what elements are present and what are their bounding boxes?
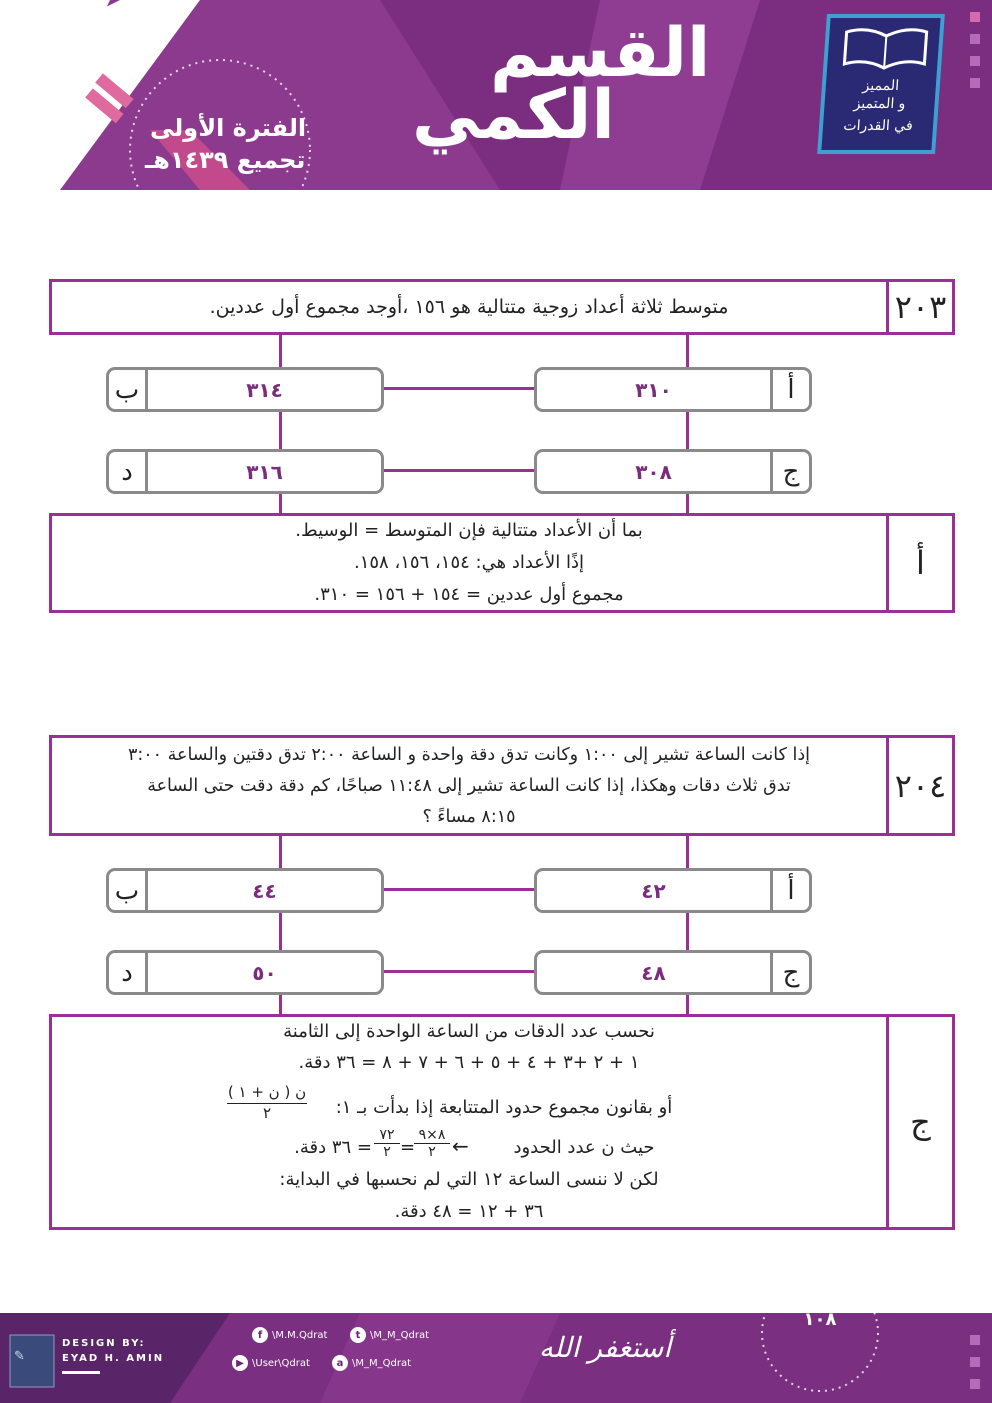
logo-line2: في القدرات <box>842 118 914 134</box>
option-value: ٣١٦ <box>246 459 283 484</box>
option-value: ٤٤ <box>252 878 277 903</box>
formula-denominator: ٢ <box>428 1144 436 1160</box>
solution-line: حيث ن عدد الحدود <box>513 1137 655 1158</box>
question-text-line: تدق ثلاث دقات وهكذا، إذا كانت الساعة تشير إلى ١١:٤٨ صباحًا، كم دقة دقت حتى الساعة <box>147 776 791 796</box>
question-text: متوسط ثلاثة أعداد زوجية متتالية هو ١٥٦ ،أوجد مجموع أول عددين. <box>209 296 729 318</box>
option-a[interactable] <box>534 367 812 412</box>
solution-line: لكن لا ننسى الساعة ١٢ التي لم نحسبها في البداية: <box>279 1169 659 1190</box>
solution-line: ١ + ٢ +٣ + ٤ + ٥ + ٦ + ٧ + ٨ = ٣٦ دقة. <box>298 1052 640 1073</box>
solution-line: = ٣٦ دقة. <box>294 1137 372 1158</box>
solution-box <box>49 513 889 613</box>
connector-line <box>383 387 534 390</box>
youtube-handle: \User\Qdrat <box>252 1357 310 1369</box>
option-value: ٤٨ <box>641 960 666 985</box>
connector-line <box>383 888 534 891</box>
solution-line: بما أن الأعداد متتالية فإن المتوسط = الوسيط. <box>295 520 643 541</box>
header-title-line2: الكمي <box>412 76 615 155</box>
ask-icon: a <box>332 1355 348 1371</box>
question-number: ٢٠٣ <box>886 279 955 335</box>
answer-letter: ج <box>886 1014 955 1230</box>
page-footer <box>0 1313 992 1403</box>
option-b[interactable] <box>106 868 384 913</box>
formula-fraction <box>414 1127 450 1160</box>
option-letter: د <box>109 953 148 992</box>
design-by-label: DESIGN BY: <box>62 1338 146 1349</box>
twitter-link[interactable] <box>350 1327 429 1343</box>
option-d[interactable] <box>106 950 384 995</box>
formula-fraction <box>227 1083 307 1122</box>
formula-numerator: ٨×٩ <box>414 1127 450 1144</box>
ask-handle: \M_M_Qdrat <box>352 1357 412 1369</box>
youtube-link[interactable] <box>232 1355 310 1371</box>
option-value: ٤٢ <box>641 878 666 903</box>
question-text-box <box>49 279 889 335</box>
header-collection: تجميع ١٤٣٩هـ <box>145 146 306 174</box>
equals-sign: = <box>400 1137 416 1158</box>
option-value: ٣١٠ <box>635 377 672 402</box>
designer-logo-icon: ✎ <box>14 1349 25 1364</box>
option-letter: ج <box>770 953 809 992</box>
option-letter: د <box>109 452 148 491</box>
formula-denominator: ٢ <box>383 1144 391 1160</box>
youtube-icon: ▶ <box>232 1355 248 1371</box>
book-icon <box>839 24 932 74</box>
answer-letter: أ <box>886 513 955 613</box>
designer-name: EYAD H. AMIN <box>62 1353 165 1364</box>
option-letter: ب <box>109 871 148 910</box>
option-letter: ج <box>770 452 809 491</box>
option-c[interactable] <box>534 449 812 494</box>
option-c[interactable] <box>534 950 812 995</box>
solution-line: ٣٦ + ١٢ = ٤٨ دقة. <box>394 1201 544 1222</box>
question-text-line: إذا كانت الساعة تشير إلى ١:٠٠ وكانت تدق دقة واحدة و الساعة ٢:٠٠ تدق دقتين والساعة ٣:٠٠ <box>127 745 811 765</box>
question-text-box <box>49 735 889 836</box>
connector-line <box>383 970 534 973</box>
ask-link[interactable] <box>332 1355 411 1371</box>
facebook-link[interactable] <box>252 1327 327 1343</box>
facebook-handle: \M.M.Qdrat <box>272 1329 328 1341</box>
formula-fraction <box>374 1127 400 1160</box>
logo <box>817 14 945 154</box>
option-value: ٥٠ <box>252 960 277 985</box>
option-b[interactable] <box>106 367 384 412</box>
twitter-icon: t <box>350 1327 366 1343</box>
formula-numerator: ن ( ن + ١ ) <box>227 1083 307 1104</box>
question-text-line: ٨:١٥ مساءً ؟ <box>422 807 516 827</box>
header-title-line1: القسم <box>490 14 711 93</box>
formula-denominator: ٢ <box>262 1104 272 1122</box>
question-number: ٢٠٤ <box>886 735 955 836</box>
logo-line1: المميز <box>862 78 900 94</box>
connector-line <box>383 469 534 472</box>
solution-line: مجموع أول عددين = ١٥٤ + ١٥٦ = ٣١٠. <box>314 584 624 605</box>
facebook-icon: f <box>252 1327 268 1343</box>
solution-line: أو بقانون مجموع حدود المتتابعة إذا بدأت بـ ١: <box>335 1097 673 1118</box>
option-a[interactable] <box>534 868 812 913</box>
option-value: ٣١٤ <box>246 377 283 402</box>
option-letter: أ <box>770 871 809 910</box>
option-letter: أ <box>770 370 809 409</box>
designer-underline <box>62 1371 100 1374</box>
solution-line: نحسب عدد الدقات من الساعة الواحدة إلى الثامنة <box>283 1021 655 1042</box>
solution-line: إذًا الأعداد هي: ١٥٤، ١٥٦، ١٥٨. <box>353 552 585 573</box>
twitter-handle: \M_M_Qdrat <box>370 1329 430 1341</box>
formula-numerator: ٧٢ <box>374 1127 400 1144</box>
calligraphy: أستغفر الله <box>538 1331 672 1364</box>
logo-line3: و المتميز <box>853 96 907 112</box>
page-header <box>0 0 992 190</box>
option-letter: ب <box>109 370 148 409</box>
option-d[interactable] <box>106 449 384 494</box>
solution-box <box>49 1014 889 1230</box>
arrow-icon: ← <box>452 1134 469 1158</box>
page-number: ١٠٨ <box>803 1313 837 1330</box>
option-value: ٣٠٨ <box>635 459 672 484</box>
header-period: الفترة الأولى <box>150 114 307 142</box>
